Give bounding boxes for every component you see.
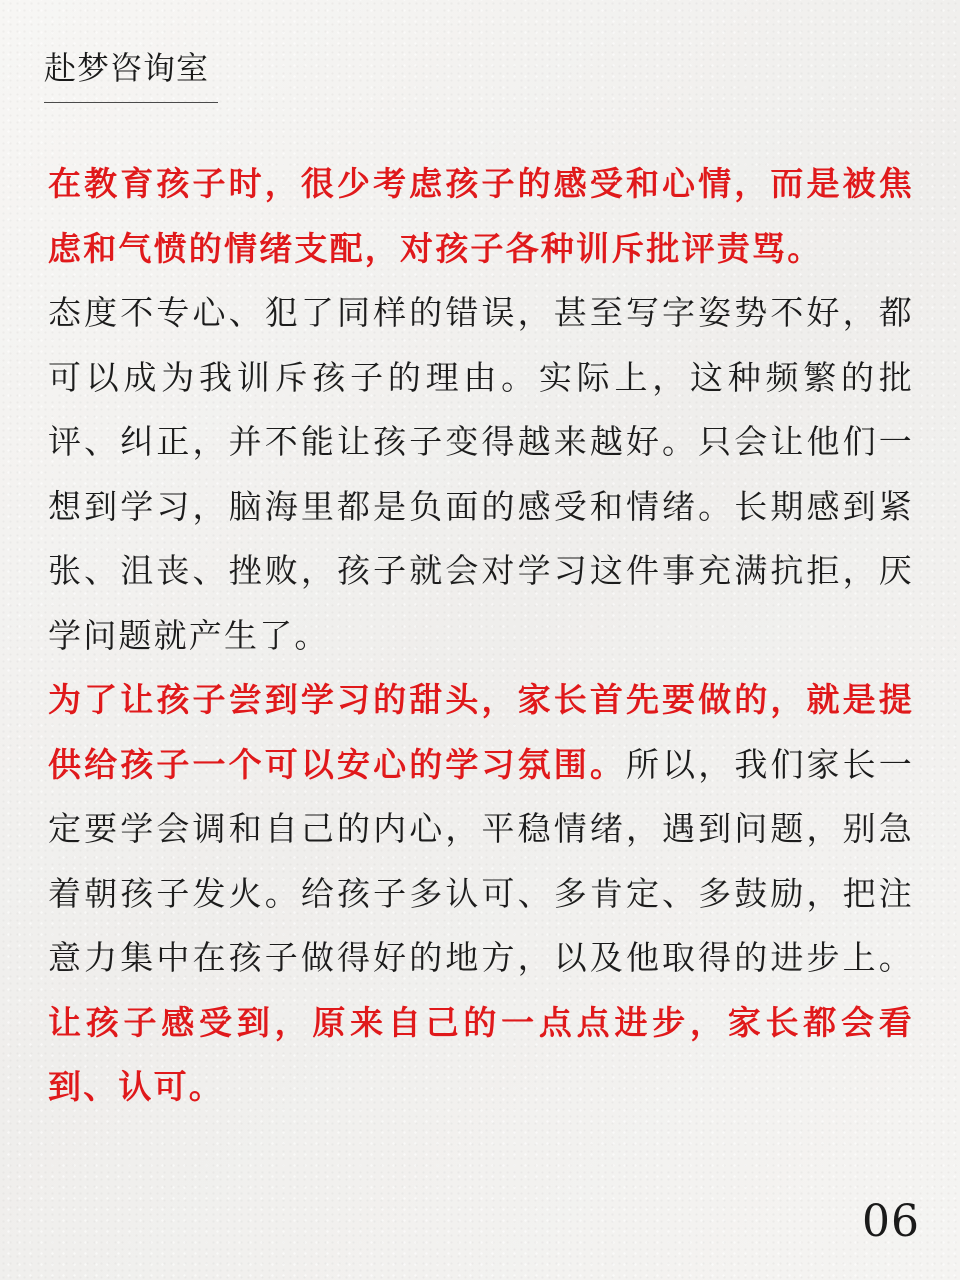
brand-title: 赴梦咨询室 <box>44 49 210 87</box>
body-text: 所以，我们家长一定要学会调和自己的内心，平稳情绪，遇到问题，别急着朝孩子发火。给孩子多认可、多肯定、多鼓励，把注意力集中在孩子做得好的地方，以及他取得的进步上。 <box>48 744 915 977</box>
body-text: 态度不专心、犯了同样的错误，甚至写字姿势不好，都可以成为我训斥孩子的理由。实际上，这种频繁的批评、纠正，并不能让孩子变得越来越好。只会让他们一想到学习，脑海里都是负面的感受和情绪。长期感到紧张、沮丧、挫败，孩子就会对学习这件事充满抗拒，厌学问题就产生了。 <box>48 293 914 655</box>
highlight-text: 在教育孩子时，很少考虑孩子的感受和心情，而是被焦虑和气愤的情绪支配，对孩子各种训斥批评责骂。 <box>48 164 914 268</box>
highlight-text: 为了让孩子尝到学习的甜头，家长首先要做的，就是提供给孩子一个可以安心的学习氛围。 <box>48 680 914 784</box>
article-body <box>48 152 914 1120</box>
paragraph-2 <box>48 281 914 668</box>
highlight-text: 让孩子感受到，原来自己的一点点进步，家长都会看到、认可。 <box>48 1002 914 1106</box>
paragraph-1 <box>48 152 914 281</box>
paragraph-3 <box>48 668 914 1120</box>
brand-underline <box>44 102 218 103</box>
page-number: 06 <box>862 1196 920 1247</box>
